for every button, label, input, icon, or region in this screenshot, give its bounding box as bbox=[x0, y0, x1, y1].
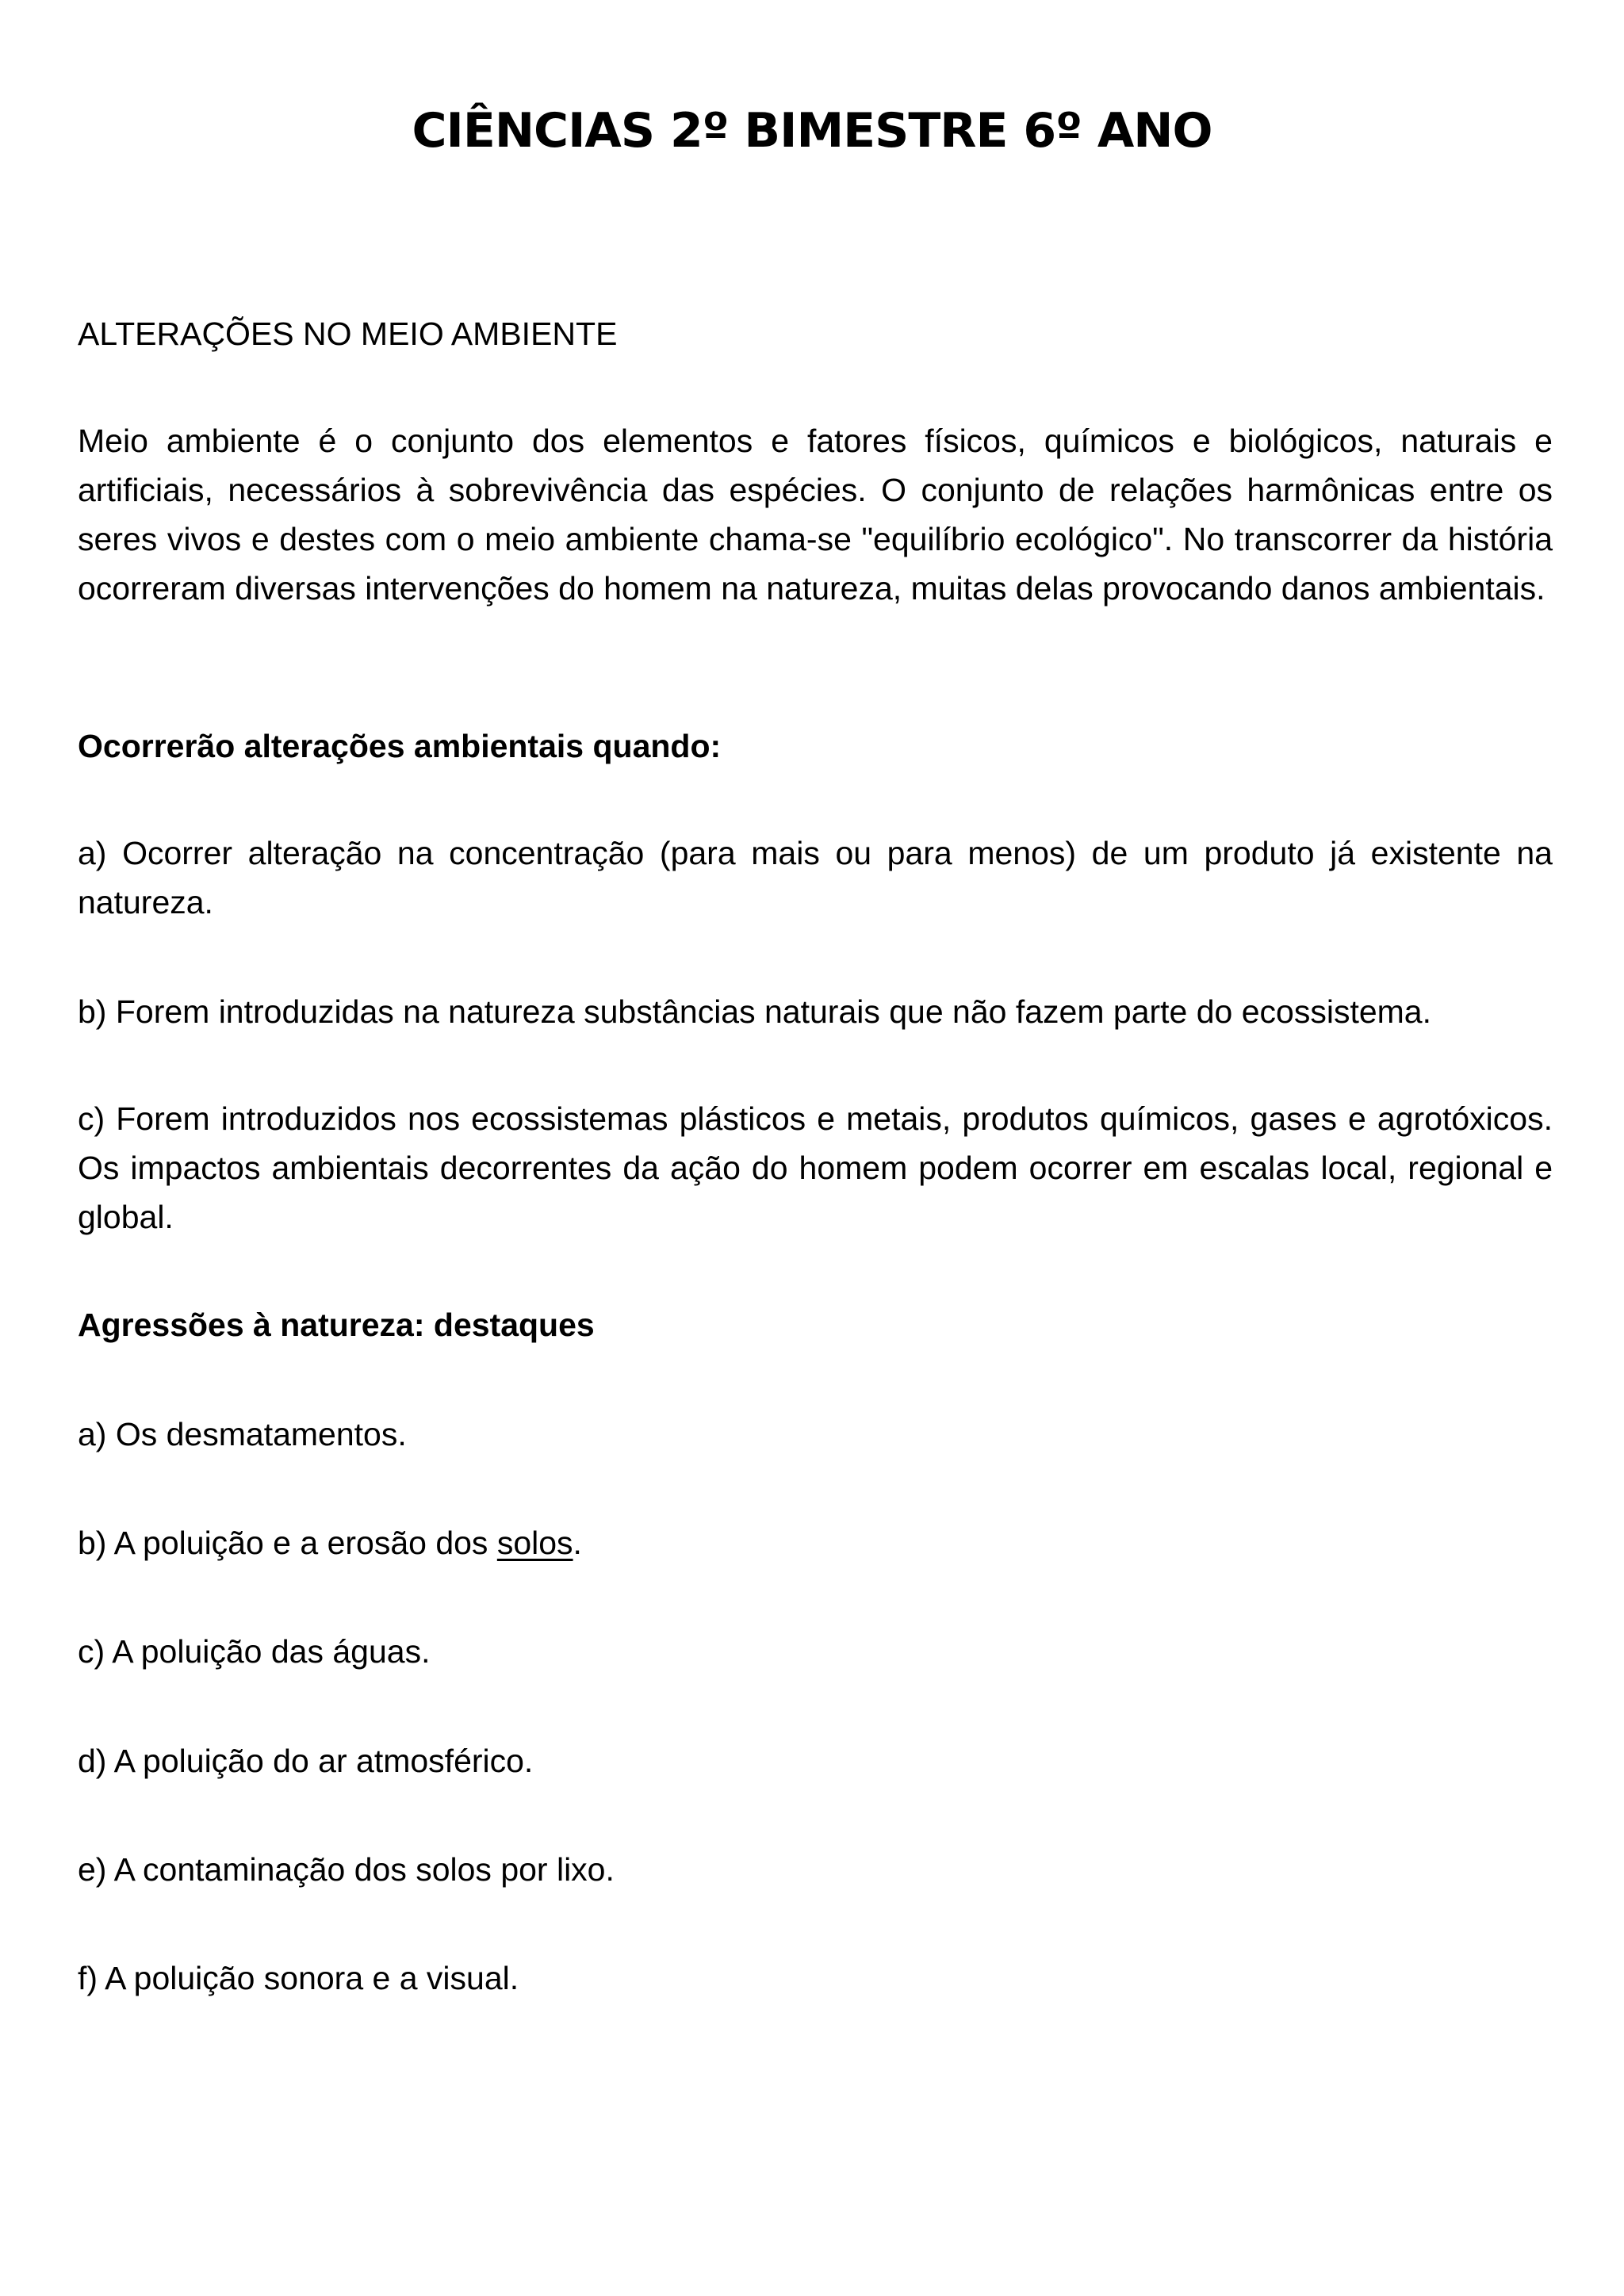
section-heading: ALTERAÇÕES NO MEIO AMBIENTE bbox=[78, 316, 618, 352]
intro-paragraph: Meio ambiente é o conjunto dos elementos e fatores físicos, químicos e biológicos, naturais e artificiais, necessários à sobrevivência das espécies. O conjunto de relações harmônicas entre os seres vivos e destes com o meio ambiente chama-se "equilíbrio ecológico". No transcorrer da história ocorreram diversas intervenções do homem na natureza, muitas delas provocando danos ambientais. bbox=[78, 423, 1553, 607]
aggression-item-e: e) A contaminação dos solos por lixo. bbox=[78, 1851, 615, 1888]
alterations-heading: Ocorrerão alterações ambientais quando: bbox=[78, 728, 722, 764]
alteration-item-a: a) Ocorrer alteração na concentração (para mais ou para menos) de um produto já existente na natureza. bbox=[78, 835, 1553, 920]
page-title: CIÊNCIAS 2º BIMESTRE 6º ANO bbox=[412, 103, 1212, 159]
aggression-item-f: f) A poluição sonora e a visual. bbox=[78, 1960, 519, 1996]
aggression-item-b-period: . bbox=[573, 1525, 582, 1561]
alteration-item-b: b) Forem introduzidas na natureza substâncias naturais que não fazem parte do ecossistema. bbox=[78, 993, 1431, 1030]
solos-link[interactable]: solos bbox=[496, 1525, 573, 1561]
aggression-item-b-text: b) A poluição e a erosão dos bbox=[78, 1525, 497, 1561]
alteration-item-c: c) Forem introduzidos nos ecossistemas plásticos e metais, produtos químicos, gases e agrotóxicos. Os impactos ambientais decorrentes da ação do homem podem ocorrer em escalas local, regional e global. bbox=[78, 1100, 1553, 1235]
aggression-item-c: c) A poluição das águas. bbox=[78, 1633, 431, 1670]
aggressions-heading: Agressões à natureza: destaques bbox=[78, 1307, 595, 1343]
aggression-item-a: a) Os desmatamentos. bbox=[78, 1416, 407, 1452]
aggression-item-d: d) A poluição do ar atmosférico. bbox=[78, 1743, 534, 1779]
aggression-item-b bbox=[78, 1518, 1553, 1567]
